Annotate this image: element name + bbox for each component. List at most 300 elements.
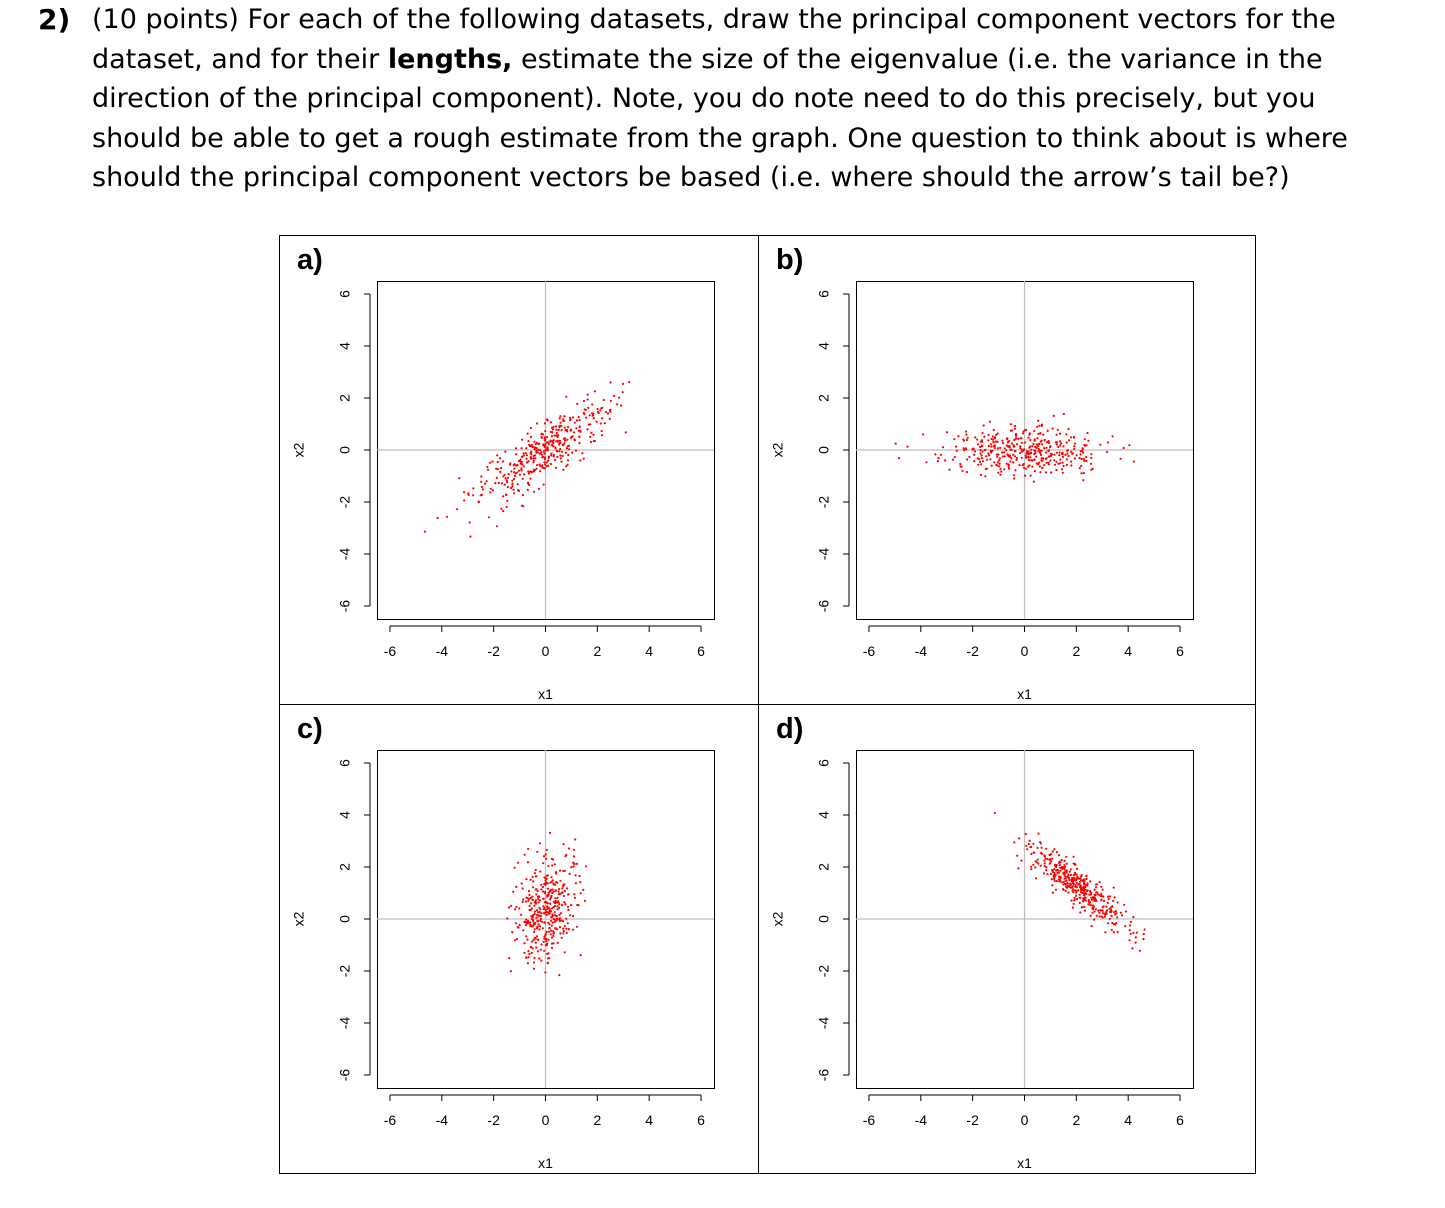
data-point	[1045, 869, 1047, 871]
data-point	[1016, 443, 1018, 445]
data-point	[527, 433, 529, 435]
data-point	[567, 906, 569, 908]
data-point	[1069, 883, 1071, 885]
data-point	[543, 912, 545, 914]
data-point	[1080, 472, 1082, 474]
data-point	[523, 952, 525, 954]
data-point	[528, 473, 530, 475]
data-point	[1115, 910, 1117, 912]
data-point	[507, 477, 509, 479]
data-point	[1011, 442, 1013, 444]
data-point	[547, 952, 549, 954]
data-point	[1054, 880, 1056, 882]
data-point	[578, 419, 580, 421]
data-point	[966, 458, 968, 460]
data-point	[591, 403, 593, 405]
data-point	[563, 883, 565, 885]
data-point	[543, 921, 545, 923]
data-point	[532, 457, 534, 459]
data-point	[1013, 444, 1015, 446]
data-point	[1113, 887, 1115, 889]
data-point	[1074, 457, 1076, 459]
data-point	[1056, 444, 1058, 446]
data-point	[574, 838, 576, 840]
data-point	[1086, 889, 1088, 891]
data-point	[561, 887, 563, 889]
data-point	[952, 459, 954, 461]
data-point	[1075, 879, 1077, 881]
data-point	[514, 939, 516, 941]
data-point	[527, 962, 529, 964]
data-point	[539, 870, 541, 872]
data-point	[570, 904, 572, 906]
y-tick-label: 2	[336, 394, 353, 402]
data-point	[1062, 883, 1064, 885]
data-point	[556, 450, 558, 452]
data-point	[559, 932, 561, 934]
data-point	[569, 914, 571, 916]
data-point	[587, 394, 589, 396]
data-point	[525, 878, 527, 880]
data-point	[546, 914, 548, 916]
data-point	[548, 931, 550, 933]
data-point	[1031, 466, 1033, 468]
data-point	[521, 461, 523, 463]
data-point	[1061, 859, 1063, 861]
data-point	[1010, 457, 1012, 459]
data-point	[543, 855, 545, 857]
y-tick-label: -4	[815, 547, 832, 561]
data-point	[556, 456, 558, 458]
data-point	[563, 901, 565, 903]
data-point	[1102, 889, 1104, 891]
x-tick-label: -2	[487, 1112, 500, 1128]
x-tick-label: -6	[862, 643, 876, 659]
data-point	[601, 434, 603, 436]
data-point	[505, 477, 507, 479]
y-tick-label: 4	[336, 342, 353, 350]
data-point	[1107, 441, 1109, 443]
data-point	[610, 381, 612, 383]
data-point	[516, 471, 518, 473]
data-point	[1074, 872, 1076, 874]
data-point	[1082, 897, 1084, 899]
data-point	[582, 889, 584, 891]
data-point	[555, 871, 557, 873]
data-point	[1020, 860, 1022, 862]
data-point	[575, 874, 577, 876]
data-point	[535, 946, 537, 948]
data-point	[1083, 894, 1085, 896]
data-point	[551, 435, 553, 437]
data-point	[530, 897, 532, 899]
data-point	[540, 918, 542, 920]
data-point	[562, 932, 564, 934]
data-point	[545, 853, 547, 855]
data-point	[562, 891, 564, 893]
data-point	[1094, 910, 1096, 912]
scatter-points	[424, 381, 631, 538]
data-point	[1107, 922, 1109, 924]
data-point	[549, 832, 551, 834]
data-point	[530, 915, 532, 917]
data-point	[584, 900, 586, 902]
data-point	[1053, 848, 1055, 850]
data-point	[1021, 457, 1023, 459]
data-point	[540, 888, 542, 890]
data-point	[547, 891, 549, 893]
data-point	[570, 429, 572, 431]
data-point	[1023, 467, 1025, 469]
data-point	[1032, 443, 1034, 445]
data-point	[527, 848, 529, 850]
data-point	[530, 445, 532, 447]
data-point	[523, 465, 525, 467]
data-point	[575, 882, 577, 884]
data-point	[986, 468, 988, 470]
data-point	[575, 450, 577, 452]
data-point	[551, 858, 553, 860]
data-point	[1025, 468, 1027, 470]
data-point	[532, 899, 534, 901]
data-point	[576, 863, 578, 865]
data-point	[1079, 894, 1081, 896]
data-point	[550, 421, 552, 423]
y-tick-label: 0	[336, 446, 353, 454]
y-tick-label: -6	[336, 1068, 353, 1082]
data-point	[1129, 939, 1131, 941]
data-point	[566, 439, 568, 441]
data-point	[504, 484, 506, 486]
data-point	[1063, 881, 1065, 883]
data-point	[1035, 447, 1037, 449]
data-point	[527, 482, 529, 484]
data-point	[544, 463, 546, 465]
data-point	[973, 454, 975, 456]
data-point	[543, 908, 545, 910]
data-point	[521, 439, 523, 441]
data-point	[1090, 915, 1092, 917]
data-point	[558, 891, 560, 893]
data-point	[570, 437, 572, 439]
data-point	[948, 469, 950, 471]
data-point	[1109, 908, 1111, 910]
data-point	[991, 465, 993, 467]
data-point	[536, 927, 538, 929]
data-point	[537, 950, 539, 952]
data-point	[1040, 454, 1042, 456]
data-point	[1051, 858, 1053, 860]
data-point	[1045, 451, 1047, 453]
data-point	[467, 492, 469, 494]
data-point	[544, 971, 546, 973]
data-point	[1070, 868, 1072, 870]
data-point	[1108, 898, 1110, 900]
y-tick-label: -4	[815, 1016, 832, 1030]
x-tick-label: 6	[697, 1112, 705, 1128]
data-point	[531, 940, 533, 942]
data-point	[1086, 444, 1088, 446]
data-point	[1058, 854, 1060, 856]
data-point	[895, 443, 897, 445]
data-point	[1095, 908, 1097, 910]
data-point	[1111, 906, 1113, 908]
data-point	[1087, 440, 1089, 442]
data-point	[1056, 880, 1058, 882]
data-point	[1084, 438, 1086, 440]
data-point	[560, 457, 562, 459]
data-point	[1067, 882, 1069, 884]
panel-label: a)	[297, 244, 323, 276]
data-point	[521, 505, 523, 507]
data-point	[1041, 440, 1043, 442]
data-point	[536, 935, 538, 937]
data-point	[1043, 447, 1045, 449]
data-point	[579, 881, 581, 883]
data-point	[1006, 463, 1008, 465]
data-point	[988, 445, 990, 447]
data-point	[1073, 899, 1075, 901]
data-point	[994, 436, 996, 438]
data-point	[562, 455, 564, 457]
data-point	[1135, 936, 1137, 938]
data-point	[1081, 887, 1083, 889]
data-point	[537, 939, 539, 941]
data-point	[558, 888, 560, 890]
data-point	[600, 422, 602, 424]
data-point	[437, 517, 439, 519]
data-point	[1125, 910, 1127, 912]
data-point	[576, 419, 578, 421]
data-point	[563, 415, 565, 417]
data-point	[1013, 841, 1015, 843]
data-point	[561, 429, 563, 431]
data-point	[533, 957, 535, 959]
data-point	[1086, 432, 1088, 434]
data-point	[569, 419, 571, 421]
data-point	[515, 447, 517, 449]
data-point	[1078, 883, 1080, 885]
data-point	[1062, 462, 1064, 464]
data-point	[1028, 451, 1030, 453]
data-point	[983, 424, 985, 426]
y-tick-label: 4	[336, 811, 353, 819]
data-point	[1037, 433, 1039, 435]
data-point	[1056, 434, 1058, 436]
data-point	[1017, 867, 1019, 869]
scatter-points	[895, 413, 1135, 483]
data-point	[520, 914, 522, 916]
data-point	[522, 898, 524, 900]
data-point	[550, 933, 552, 935]
data-point	[1037, 420, 1039, 422]
data-point	[558, 914, 560, 916]
x-tick-label: 0	[541, 643, 550, 659]
data-point	[567, 909, 569, 911]
data-point	[965, 434, 967, 436]
data-point	[1068, 439, 1070, 441]
data-point	[1056, 452, 1058, 454]
data-point	[544, 879, 546, 881]
data-point	[993, 445, 995, 447]
x-tick-label: 6	[1176, 1112, 1184, 1128]
y-axis-label: x2	[290, 911, 307, 927]
data-point	[494, 482, 496, 484]
data-point	[1099, 915, 1101, 917]
data-point	[499, 457, 501, 459]
data-point	[1097, 910, 1099, 912]
data-point	[1085, 456, 1087, 458]
data-point	[565, 452, 567, 454]
data-point	[1084, 892, 1086, 894]
data-point	[564, 951, 566, 953]
data-point	[581, 452, 583, 454]
data-point	[585, 409, 587, 411]
data-point	[1081, 906, 1083, 908]
data-point	[541, 464, 543, 466]
data-point	[537, 449, 539, 451]
data-point	[953, 438, 955, 440]
data-point	[489, 491, 491, 493]
data-point	[545, 933, 547, 935]
data-point	[601, 417, 603, 419]
y-tick-label: 6	[815, 290, 832, 298]
data-point	[1051, 878, 1053, 880]
data-point	[1030, 452, 1032, 454]
data-point	[1117, 901, 1119, 903]
data-point	[547, 907, 549, 909]
data-point	[1076, 868, 1078, 870]
data-point	[1120, 912, 1122, 914]
data-point	[1069, 871, 1071, 873]
data-point	[567, 426, 569, 428]
data-point	[569, 873, 571, 875]
figure-frame	[279, 235, 1256, 1174]
data-point	[552, 935, 554, 937]
data-point	[525, 458, 527, 460]
data-point	[1013, 477, 1015, 479]
data-point	[1131, 947, 1133, 949]
data-point	[989, 458, 991, 460]
data-point	[622, 391, 624, 393]
data-point	[1003, 451, 1005, 453]
data-point	[1128, 444, 1130, 446]
data-point	[1001, 440, 1003, 442]
data-point	[1030, 866, 1032, 868]
data-point	[1006, 453, 1008, 455]
data-point	[505, 493, 507, 495]
data-point	[551, 431, 553, 433]
data-point	[1123, 447, 1125, 449]
data-point	[554, 914, 556, 916]
data-point	[1079, 902, 1081, 904]
data-point	[535, 875, 537, 877]
data-point	[1025, 833, 1027, 835]
data-point	[1132, 932, 1134, 934]
data-point	[549, 440, 551, 442]
data-point	[984, 449, 986, 451]
scatter-panel-c	[291, 713, 715, 1171]
data-point	[552, 445, 554, 447]
data-point	[1012, 454, 1014, 456]
data-point	[1033, 852, 1035, 854]
data-point	[533, 931, 535, 933]
data-point	[1143, 933, 1145, 935]
data-point	[537, 911, 539, 913]
data-point	[1099, 881, 1101, 883]
data-point	[1065, 433, 1067, 435]
data-point	[497, 461, 499, 463]
data-point	[532, 876, 534, 878]
data-point	[583, 400, 585, 402]
data-point	[534, 922, 536, 924]
data-point	[1057, 446, 1059, 448]
data-point	[510, 470, 512, 472]
data-point	[1063, 413, 1065, 415]
data-point	[551, 892, 553, 894]
data-point	[538, 957, 540, 959]
data-point	[578, 442, 580, 444]
data-point	[546, 896, 548, 898]
data-point	[979, 461, 981, 463]
data-point	[522, 478, 524, 480]
data-point	[563, 438, 565, 440]
data-point	[555, 425, 557, 427]
data-point	[1080, 453, 1082, 455]
data-point	[549, 898, 551, 900]
data-point	[1030, 868, 1032, 870]
data-point	[544, 467, 546, 469]
data-point	[573, 431, 575, 433]
y-tick-label: 2	[815, 863, 832, 871]
panel-label: b)	[776, 244, 804, 276]
data-point	[554, 884, 556, 886]
data-point	[1037, 833, 1039, 835]
data-point	[539, 470, 541, 472]
data-point	[1081, 874, 1083, 876]
data-point	[957, 435, 959, 437]
data-point	[1076, 898, 1078, 900]
data-point	[1053, 872, 1055, 874]
data-point	[1083, 906, 1085, 908]
data-point	[1003, 468, 1005, 470]
data-point	[965, 431, 967, 433]
data-point	[1048, 462, 1050, 464]
data-point	[549, 910, 551, 912]
data-point	[1060, 877, 1062, 879]
scatter-panel-b	[770, 244, 1194, 702]
data-point	[554, 911, 556, 913]
data-point	[519, 474, 521, 476]
data-point	[1072, 452, 1074, 454]
data-point	[463, 499, 465, 501]
data-point	[510, 487, 512, 489]
data-point	[564, 925, 566, 927]
data-point	[1059, 433, 1061, 435]
data-point	[1030, 846, 1032, 848]
data-point	[1054, 864, 1056, 866]
data-point	[517, 862, 519, 864]
data-point	[1061, 868, 1063, 870]
data-point	[1111, 929, 1113, 931]
data-point	[1090, 904, 1092, 906]
data-point	[1046, 873, 1048, 875]
data-point	[1076, 882, 1078, 884]
data-point	[1039, 432, 1041, 434]
question-line: dataset, and for their lengths, estimate the size of the eigenvalue (i.e. the variance in the	[92, 43, 1323, 75]
data-point	[1075, 895, 1077, 897]
data-point	[544, 901, 546, 903]
